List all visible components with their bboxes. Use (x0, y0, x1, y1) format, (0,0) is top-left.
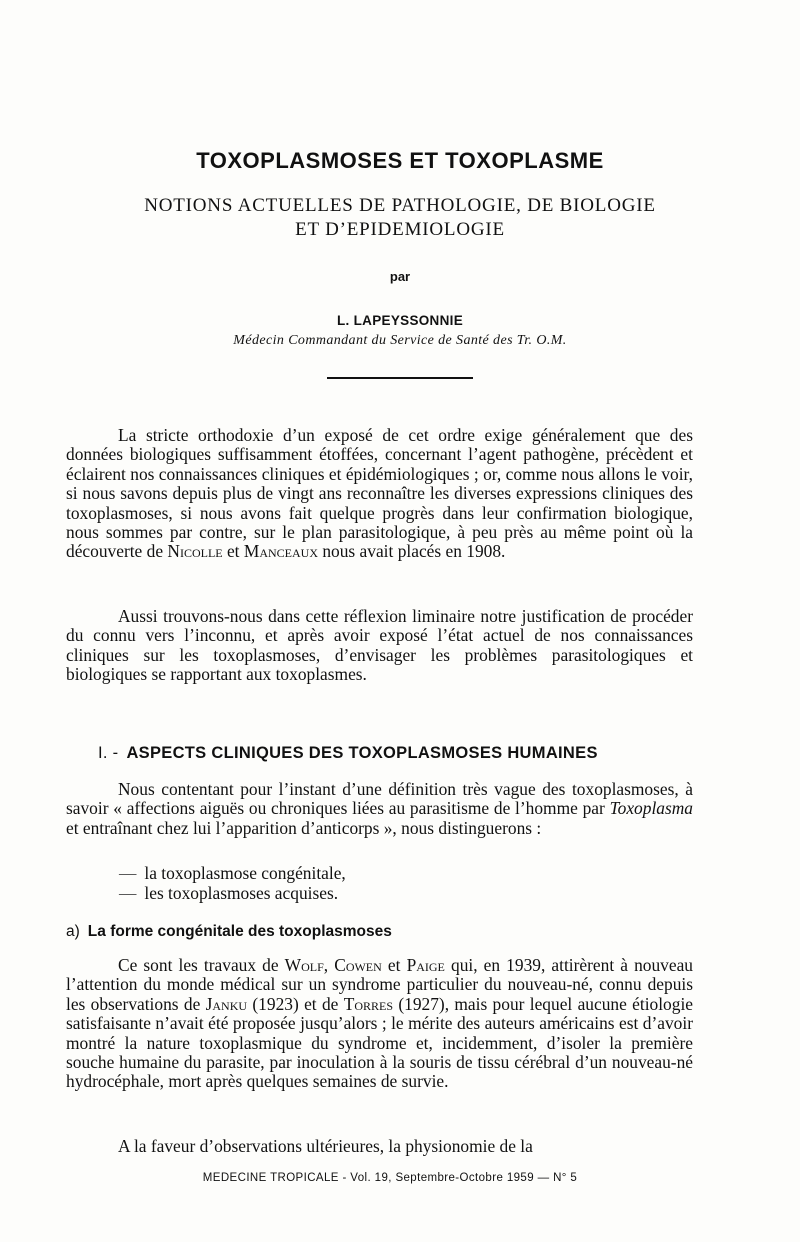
list-item (119, 883, 346, 903)
sub-a-sep-2: et (381, 955, 407, 975)
genus-toxoplasma: Toxoplasma (609, 798, 693, 819)
author-ref-wolf: Wolf (284, 955, 324, 975)
subsection-a-title: La forme congénitale des toxoplasmoses (87, 923, 392, 940)
intro-p1-text-b: et (222, 541, 244, 562)
subtitle-line-2: ET D’EPIDEMIOLOGIE (295, 219, 505, 240)
section-1-heading (98, 744, 598, 763)
sub-a-text-d: (1927), mais pour lequel aucune étiologie satisfaisante n’avait été proposée jusqu’alors ; le mérite des auteurs américains est d’avoir montré la nature toxoplasmique du syndrome et, incidemment, d’isoler la première souche humaine du parasite, par inoculation à la souris de tissu cérébral d’un nouveau-né hydrocéphale, mort après quelques semaines de survie. (66, 993, 693, 1092)
sub-a-text-a: Ce sont les travaux de (118, 955, 285, 975)
section-1-number: I. - (98, 744, 119, 762)
section-1-paragraph (66, 780, 693, 838)
section-1-text-b: et entraînant chez lui l’apparition d’anticorps », nous distinguerons : (66, 817, 542, 838)
section-1-text-a: Nous contentant pour l’instant d’une définition très vague des toxoplasmoses, à savoir « affections aiguës ou chroniques liées au parasitisme de l’homme par (66, 779, 693, 819)
list-dash: — (119, 863, 137, 883)
sub-a-sep-1: , (323, 955, 335, 975)
author-ref-cowen: Cowen (334, 955, 382, 975)
sub-a-text-b: qui, en 1939, attirèrent à nouveau l’attention du monde médical sur un syndrome particulier du nouveau-né, connu depuis les observations de (66, 955, 693, 1014)
list-dash: — (119, 883, 137, 903)
list-item (119, 863, 346, 883)
article-subtitle (60, 194, 740, 242)
list-item-text: la toxoplasmose congénitale, (144, 863, 346, 883)
list-item-text: les toxoplasmoses acquises. (144, 883, 339, 903)
title-separator-rule (327, 377, 473, 379)
author-affiliation: Médecin Commandant du Service de Santé des Tr. O.M. (233, 333, 567, 348)
subsection-a-paragraph-continued: A la faveur d’observations ultérieures, la physionomie de la (118, 1137, 533, 1156)
author-ref-janku: Janku (205, 993, 248, 1014)
subtitle-line-1: NOTIONS ACTUELLES DE PATHOLOGIE, DE BIOLOGIE (144, 195, 656, 216)
author-ref-manceaux: Manceaux (243, 541, 318, 562)
author-ref-nicolle: Nicolle (167, 541, 223, 562)
sub-a-text-c: (1923) et de (247, 993, 344, 1014)
author-ref-torres: Torres (343, 993, 394, 1014)
journal-footer: MEDECINE TROPICALE - Vol. 19, Septembre-Octobre 1959 — N° 5 (202, 1172, 578, 1184)
section-1-title: ASPECTS CLINIQUES DES TOXOPLASMOSES HUMAINES (126, 744, 598, 762)
article-title: TOXOPLASMOSES ET TOXOPLASME (196, 148, 604, 173)
subsection-a-paragraph (66, 956, 693, 1092)
author-ref-paige: Paige (406, 955, 445, 975)
intro-p1-text-c: nous avait placés en 1908. (318, 541, 506, 562)
intro-p1-text-a: La stricte orthodoxie d’un exposé de cet ordre exige généralement que des données biologiques suffisamment étoffées, concernant l’agent pathogène, précèdent et éclairent nos connaissances cliniques et épidémiologiques ; or, comme nous allons le voir, si nous savons depuis plus de vingt ans reconnaître les diverses expressions cliniques des toxoplasmoses, si nous avons fait quelque progrès dans leur confirmation biologique, nous sommes par contre, sur le plan parasitologique, à peu près au même point où la découverte de (66, 425, 693, 562)
intro-paragraph-1 (66, 426, 693, 562)
subsection-a-heading (66, 923, 392, 941)
author-name: L. LAPEYSSONNIE (336, 313, 464, 328)
intro-paragraph-2: Aussi trouvons-nous dans cette réflexion liminaire notre justification de procéder du connu vers l’inconnu, et après avoir exposé l’état actuel de nos connaissances cliniques sur les toxoplasmoses, d’envisager les problèmes parasitologiques et biologiques se rapportant aux toxoplasmes. (66, 606, 693, 685)
subsection-a-letter: a) (66, 923, 80, 940)
by-line: par (389, 269, 411, 284)
toxoplasmosis-forms-list (119, 863, 346, 903)
